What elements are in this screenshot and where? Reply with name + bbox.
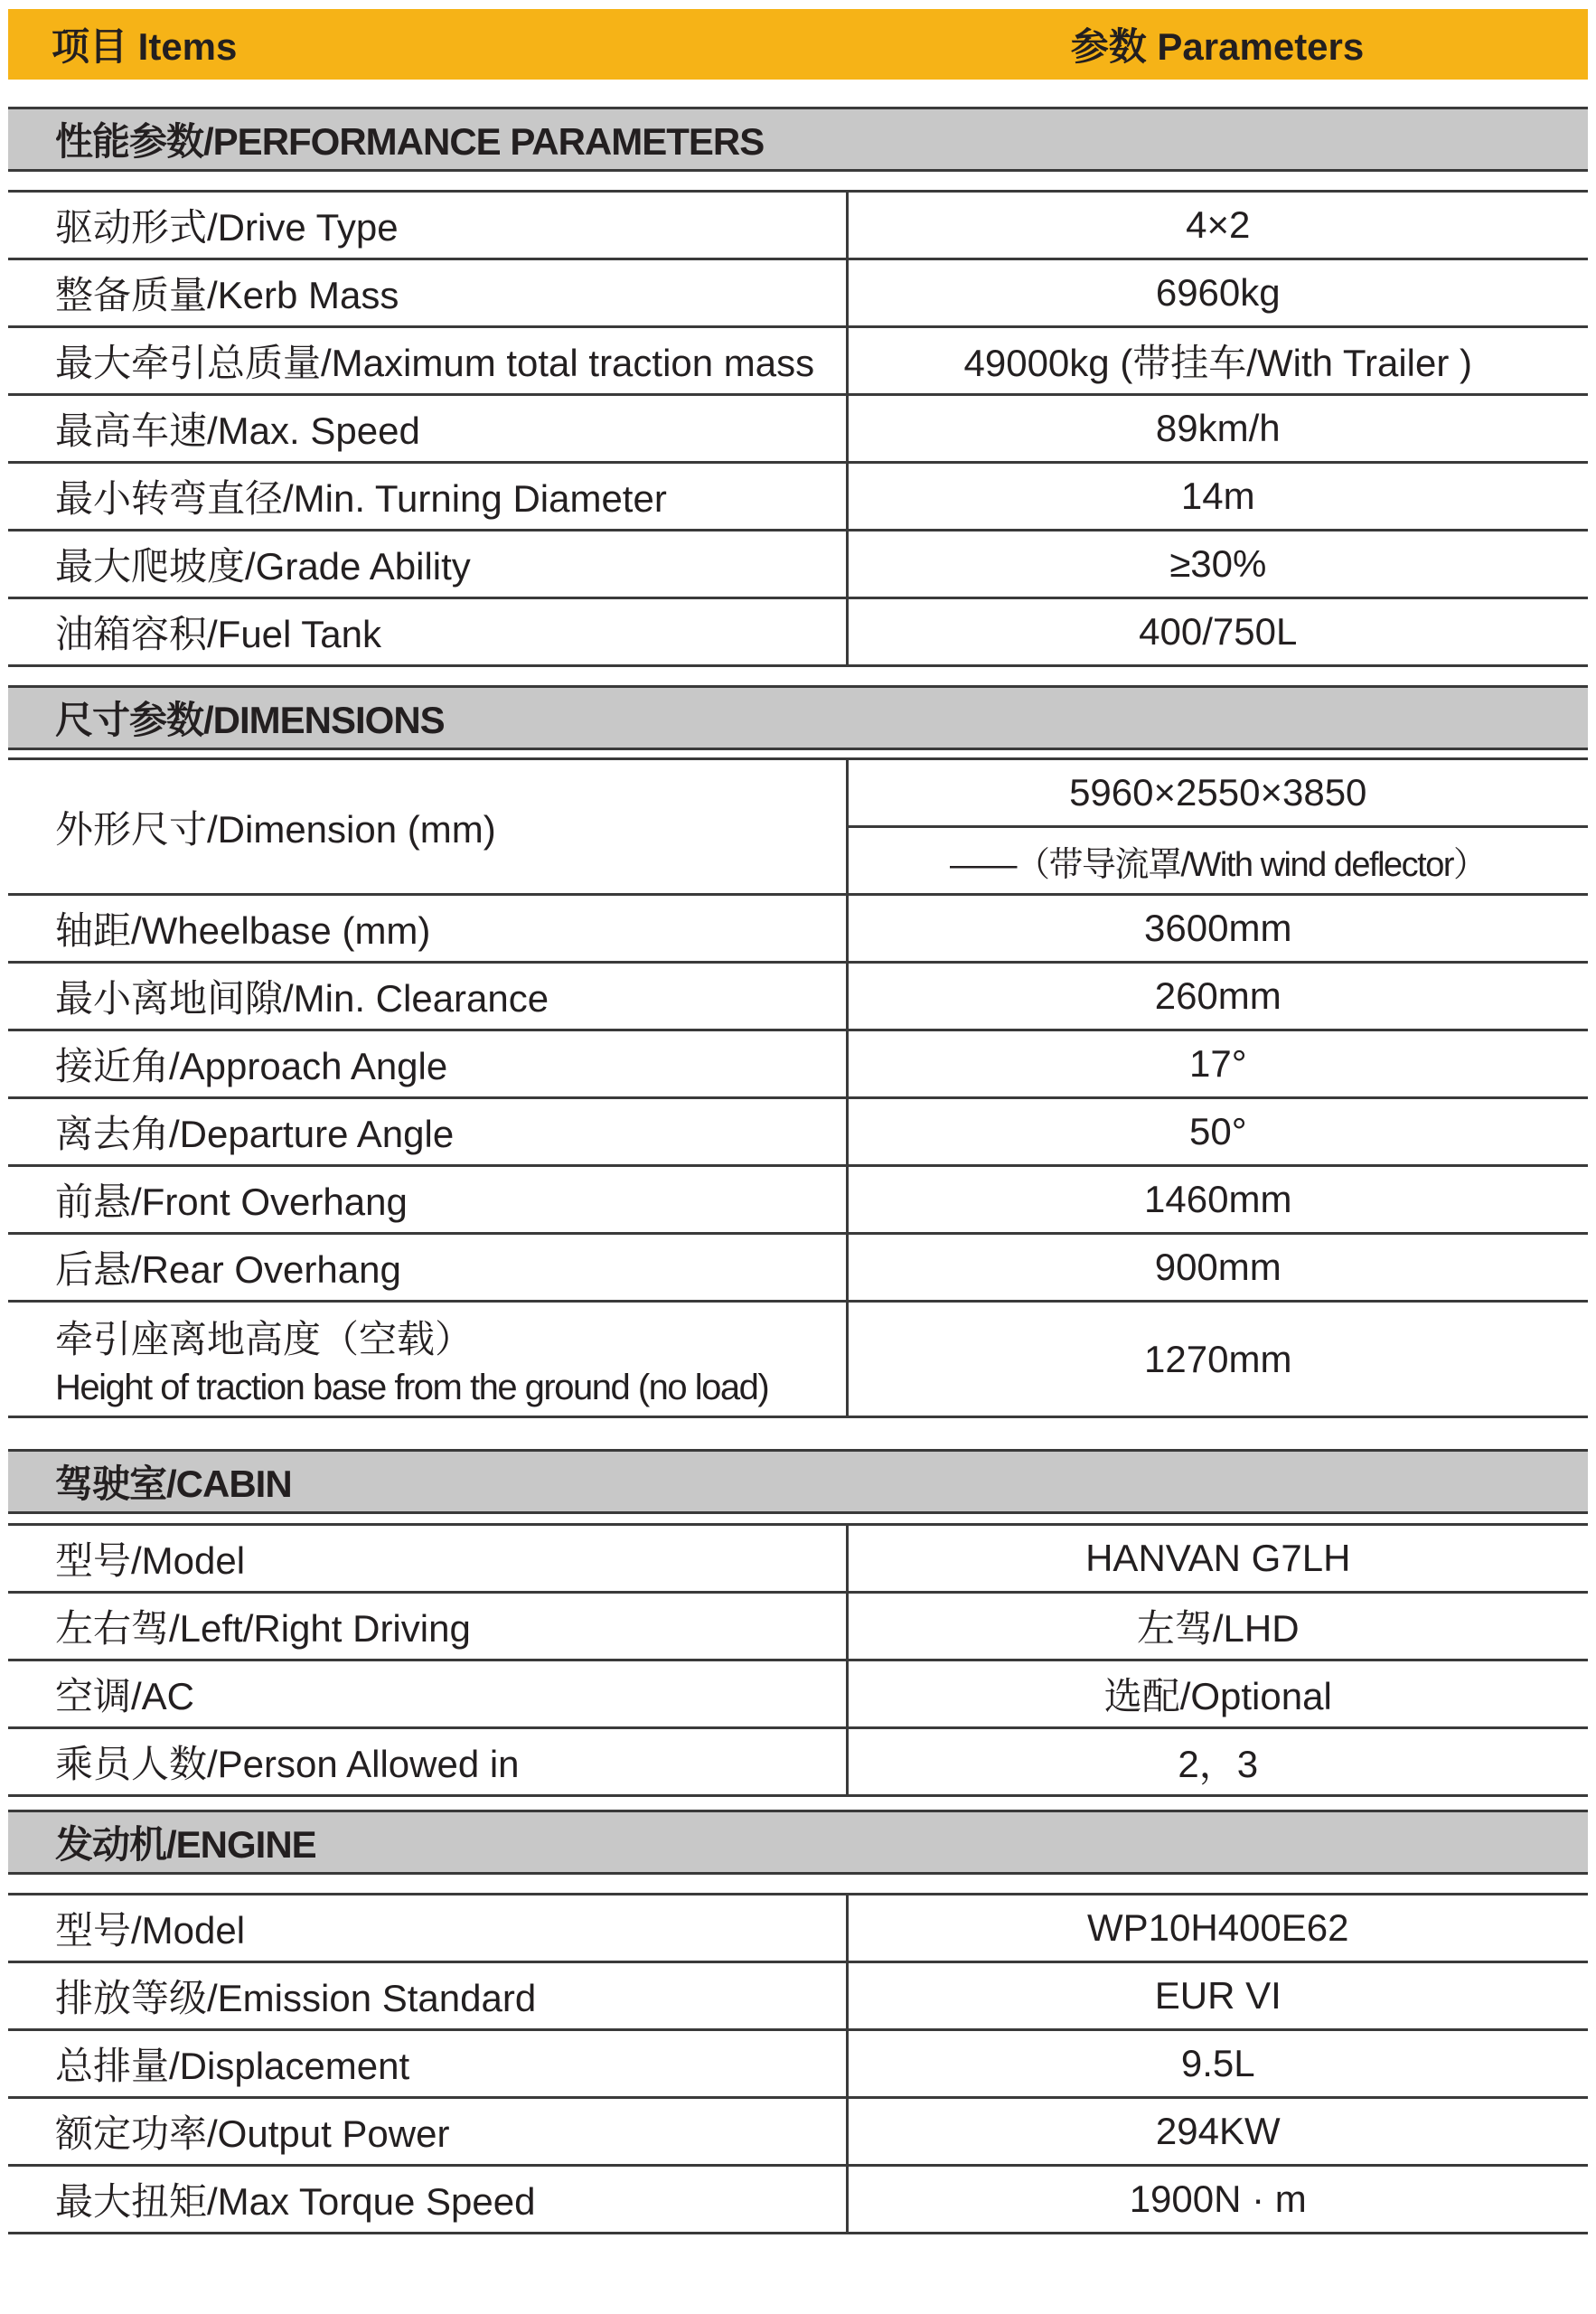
- row-label: 离去角/Departure Angle: [8, 1098, 847, 1166]
- row-label: 左右驾/Left/Right Driving: [8, 1593, 847, 1660]
- dimensions-table: [8, 757, 1588, 1418]
- table-header: [8, 9, 1588, 80]
- row-value-note: ——（带导流罩/With wind deflector）: [949, 845, 1487, 884]
- table-row: [8, 2098, 1588, 2166]
- table-row: [8, 1030, 1588, 1098]
- table-row: [8, 1962, 1588, 2030]
- cabin-table: [8, 1523, 1588, 1797]
- row-label: 外形尺寸/Dimension (mm): [8, 759, 847, 895]
- section-title-cabin: 驾驶室/CABIN: [8, 1449, 1588, 1514]
- table-row: [8, 1098, 1588, 1166]
- row-label: 最大牵引总质量/Maximum total traction mass: [8, 327, 847, 395]
- row-value: 4×2: [847, 192, 1588, 259]
- table-row: [8, 463, 1588, 531]
- row-label: 后悬/Rear Overhang: [8, 1234, 847, 1302]
- row-value: 89km/h: [847, 395, 1588, 463]
- table-row: [8, 895, 1588, 963]
- row-value: 49000kg (带挂车/With Trailer ): [847, 327, 1588, 395]
- row-label: 最大爬坡度/Grade Ability: [8, 531, 847, 598]
- table-row: [8, 1234, 1588, 1302]
- table-row: [8, 1525, 1588, 1593]
- row-value: ≥30%: [847, 531, 1588, 598]
- table-row: [8, 1302, 1588, 1417]
- row-value: 1270mm: [847, 1302, 1588, 1417]
- table-row: [8, 1895, 1588, 1962]
- section-title-performance: 性能参数/PERFORMANCE PARAMETERS: [8, 107, 1588, 172]
- row-label: 接近角/Approach Angle: [8, 1030, 847, 1098]
- row-value: 1460mm: [847, 1166, 1588, 1234]
- row-label: 整备质量/Kerb Mass: [8, 259, 847, 327]
- table-row: [8, 598, 1588, 666]
- row-label: [8, 1302, 847, 1417]
- row-value: 3600mm: [847, 895, 1588, 963]
- parameters-column-header: 参数 Parameters: [1070, 25, 1365, 68]
- row-value: 选配/Optional: [847, 1660, 1588, 1728]
- engine-table: [8, 1893, 1588, 2234]
- row-value: 294KW: [847, 2098, 1588, 2166]
- row-value: WP10H400E62: [847, 1895, 1588, 1962]
- row-label: 最小离地间隙/Min. Clearance: [8, 963, 847, 1030]
- table-row: [8, 2030, 1588, 2098]
- section-title-dimensions: 尺寸参数/DIMENSIONS: [8, 685, 1588, 750]
- table-row: [8, 1728, 1588, 1796]
- table-row: [8, 531, 1588, 598]
- section-title-engine: 发动机/ENGINE: [8, 1810, 1588, 1875]
- row-value: 2，3: [847, 1728, 1588, 1796]
- row-label-cn: 牵引座离地高度（空载）: [55, 1318, 474, 1360]
- table-row: [8, 1166, 1588, 1234]
- table-row: [8, 327, 1588, 395]
- table-row: [8, 2166, 1588, 2234]
- row-label: 乘员人数/Person Allowed in: [8, 1728, 847, 1796]
- row-label: 型号/Model: [8, 1525, 847, 1593]
- table-row: [8, 1660, 1588, 1728]
- row-value: 17°: [847, 1030, 1588, 1098]
- row-value: 900mm: [847, 1234, 1588, 1302]
- row-label: 前悬/Front Overhang: [8, 1166, 847, 1234]
- row-value: 9.5L: [847, 2030, 1588, 2098]
- table-row: [8, 1593, 1588, 1660]
- row-value: HANVAN G7LH: [847, 1525, 1588, 1593]
- row-label: 总排量/Displacement: [8, 2030, 847, 2098]
- performance-table: [8, 190, 1588, 667]
- table-row: [8, 259, 1588, 327]
- table-row: [8, 963, 1588, 1030]
- row-label-en: Height of traction base from the ground (no load): [55, 1368, 769, 1407]
- row-value: 左驾/LHD: [847, 1593, 1588, 1660]
- row-label: 排放等级/Emission Standard: [8, 1962, 847, 2030]
- row-label: 空调/AC: [8, 1660, 847, 1728]
- items-column-header: 项目 Items: [52, 25, 238, 68]
- row-label: 型号/Model: [8, 1895, 847, 1962]
- table-row: [8, 759, 1588, 895]
- row-label: 驱动形式/Drive Type: [8, 192, 847, 259]
- spec-sheet: [8, 9, 1588, 2234]
- row-value: 260mm: [847, 963, 1588, 1030]
- row-value: 50°: [847, 1098, 1588, 1166]
- row-label: 最高车速/Max. Speed: [8, 395, 847, 463]
- row-label: 最小转弯直径/Min. Turning Diameter: [8, 463, 847, 531]
- table-row: [8, 192, 1588, 259]
- row-value: 5960×2550×3850: [849, 760, 1589, 828]
- row-value: 1900N · m: [847, 2166, 1588, 2234]
- row-label: 轴距/Wheelbase (mm): [8, 895, 847, 963]
- row-value: 14m: [847, 463, 1588, 531]
- row-label: 最大扭矩/Max Torque Speed: [8, 2166, 847, 2234]
- table-row: [8, 395, 1588, 463]
- row-value: 400/750L: [847, 598, 1588, 666]
- row-label: 油箱容积/Fuel Tank: [8, 598, 847, 666]
- row-label: 额定功率/Output Power: [8, 2098, 847, 2166]
- dimension-values: [847, 759, 1588, 895]
- row-value: EUR VI: [847, 1962, 1588, 2030]
- row-value: 6960kg: [847, 259, 1588, 327]
